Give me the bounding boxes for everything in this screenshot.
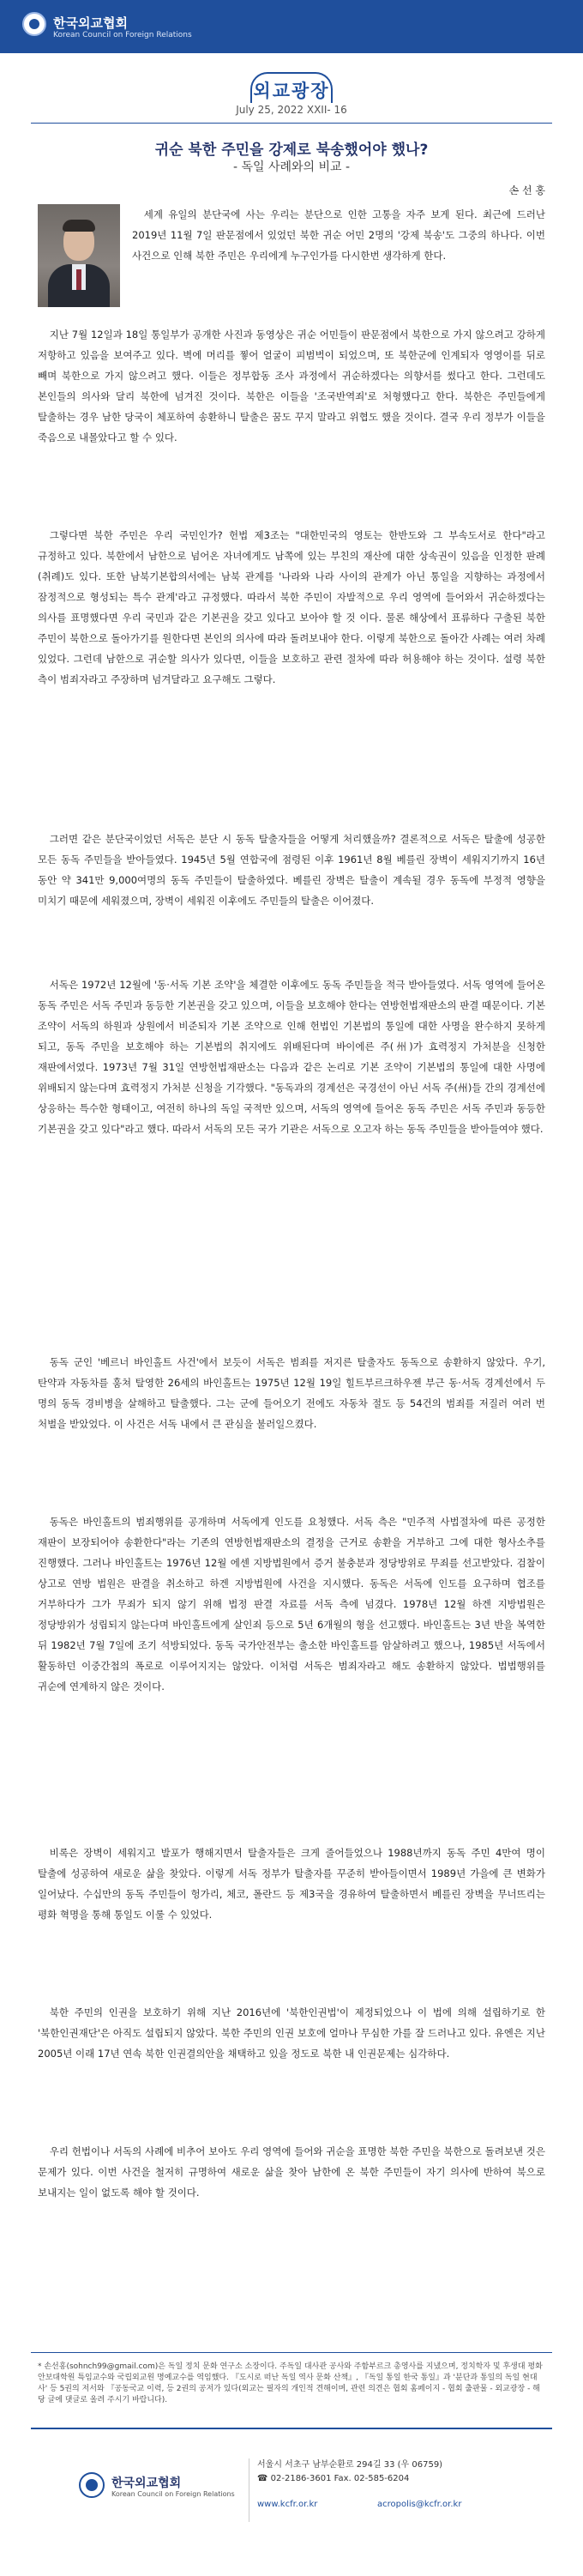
paragraph-9: 북한 주민의 인권을 보호하기 위해 지난 2016년에 '북한인권법'이 제정되었으나 이 법에 의해 설립하기로 한 '북한인권재단'은 아직도 설립되지 않았다. 북한 주민의 인권 보호에 얼마나 무심한 가를 잘 드러나고 있다. 유엔은 지난 2005년 이래 17년 연속 북한 인권결의안을 채택하고 있을 정도로 북한 내 인권문제는 심각하다. <box>38 2006 545 2060</box>
footer-email-link[interactable]: acropolis@kcfr.or.kr <box>377 2500 462 2509</box>
footer-divider <box>31 2428 552 2429</box>
footnote-divider <box>31 2352 552 2353</box>
header-divider <box>31 123 552 124</box>
paragraph-6: 동독 군인 '베르너 바인홀트 사건'에서 보듯이 서독은 범죄를 저지른 탈출자도 동독으로 송환하지 않았다. 우기, 탄약과 자동차를 훔쳐 탈영한 26세의 바인홀트는 1975년 12월 19일 힐트부르크하우젠 부근 동·서독 경계선에서 두 명의 동독 경비병을 살해하고 탈출했다. 그는 군에 들어오기 전에도 자동차 절도 등 54건의 범죄를 저질러 여러 번 처벌을 받았었다. 이 사건은 서독 내에서 큰 관심을 불러일으켰다. <box>38 1356 545 1430</box>
paragraph-1: 세계 유일의 분단국에 사는 우리는 분단으로 인한 고통을 자주 보게 된다. 최근에 드러난 2019년 11월 7일 판문점에서 있었던 북한 귀순 어민 2명의 '강제 북송'도 그중의 하나다. 이번 사건으로 인해 북한 주민은 우리에게 누구인가를 다시한번 생각하게 한다. <box>132 208 545 262</box>
footer-phone: ☎ 02-2186-3601 Fax. 02-585-6204 <box>257 2474 410 2483</box>
footer-org-english: Korean Council on Foreign Relations <box>111 2490 235 2498</box>
paragraph-2: 지난 7월 12일과 18일 통일부가 공개한 사진과 동영상은 귀순 어민들이 판문점에서 북한으로 가지 않으려고 강하게 저항하고 있음을 보여주고 있다. 벽에 머리를 찧어 얼굴이 피범벅이 되었으며, 또 북한군에 인계되자 영영이를 뒤로 빼며 북한으로 가지 않으려고 했다. 이들은 정부합동 조사 과정에서 귀순하겠다는 의향서를 썼다고 한다. 그런데도 본인들의 의사와 달리 북한에 넘겨진 것이다. 북한은 이들을 '조국반역죄'로 처형했다고 한다. 북한은 주민들에게 탈출하는 경우 남한 당국이 체포하여 송환하니 탈출은 꿈도 꾸지 말라고 위협도 했을 것이다. 결국 우리 정부가 이들을 죽음으로 내몰았다고 할 수 있다. <box>38 329 545 443</box>
paragraph-10: 우리 헌법이나 서독의 사례에 비추어 보아도 우리 영역에 들어와 귀순을 표명한 북한 주민을 북한으로 돌려보낸 것은 문제가 있다. 이번 사건을 철저히 규명하여 새로운 삶을 찾아 남한에 온 북한 주민들이 자기 의사에 반하여 북으로 보내지는 일이 없도록 해야 할 것이다. <box>38 2145 545 2199</box>
footer-seal-icon <box>79 2472 105 2498</box>
paragraph-3: 그렇다면 북한 주민은 우리 국민인가? 헌법 제3조는 "대한민국의 영토는 한반도와 그 부속도서로 한다"라고 규정하고 있다. 북한에서 남한으로 넘어온 자녀에게도 남쪽에 있는 부친의 재산에 대한 상속권이 있음을 인정한 판례(취례)도 있다. 또한 남북기본합의서에는 남북 관계를 '나라와 나라 사이의 관계가 아닌 통일을 지향하는 과정에서 잠정적으로 형성되는 특수 관계'라고 규정했다. 따라서 북한 주민이 자발적으로 우리 영역에 들어와서 귀순하겠다는 의사를 표명했다면 우리 국민과 같은 기본권을 갖고 있다고 보아야 할 것 이다. 물론 해상에서 표류하다 구출된 북한 주민이 북한으로 돌아가기를 원한다면 본인의 의사에 따라 돌려보내야 한다. 이렇게 북한으로 돌아간 사례는 여러 차례 있었다. 그런데 남한으로 귀순할 의사가 있다면, 이들을 보호하고 관련 절차에 따라 허용해야 하는 것이다. 설령 북한 측이 범죄자라고 주장하며 넘겨달라고 요구해도 그렇다. <box>38 529 545 685</box>
footer-org-name: 한국외교협회 <box>111 2476 182 2490</box>
footer-address: 서울시 서초구 남부순환로 294길 33 (우 06759) <box>257 2460 443 2470</box>
paragraph-4: 그러면 같은 분단국이었던 서독은 분단 시 동독 탈출자들을 어떻게 처리했을까? 결론적으로 서독은 탈출에 성공한 모든 동독 주민들을 받아들였다. 1945년 5월 연합국에 점령된 이후 1961년 8월 베를린 장벽이 세워지기까지 16년 동안 약 341만 9,000여명의 동독 주민들이 탈출하였다. 베를린 장벽은 탈출이 계속될 경우 동독에 부정적 영향을 미치기 때문에 세워졌으며, 장벽이 세워진 이후에도 주민들의 탈출은 이어졌다. <box>38 833 545 907</box>
footer-website-link[interactable]: www.kcfr.or.kr <box>257 2500 318 2509</box>
org-name: 한국외교협회 <box>53 15 128 31</box>
article-subtitle: - 독일 사례와의 비교 - <box>232 160 351 174</box>
paragraph-8: 비록은 장벽이 세워지고 발포가 행해지면서 탈출자들은 크게 줄어들었으나 1988년까지 동독 주민 4만여 명이 탈출에 성공하여 새로운 삶을 찾았다. 이렇게 서독 정부가 탈출자를 꾸준히 받아들이면서 1989년 가을에 큰 변화가 일어났다. 수십만의 동독 주민들이 헝가리, 체코, 폴란드 등 제3국을 경유하여 탈출하면서 베를린 장벽을 무너뜨리는 평화 혁명을 통해 통일도 이룰 수 있었다. <box>38 1847 545 1921</box>
org-name-english: Korean Council on Foreign Relations <box>53 31 192 39</box>
author-footnote: * 손선홍(sohnch99@gmail.com)은 독일 정치 문화 연구소 소장이다. 주독일 대사관 공사와 주함부르크 총영사를 지냈으며, 정치학자 및 후생대 평화안보대학원 특임교수와 국립외교원 명예교수를 역임했다. 『도시로 떠난 독일 역사 문화 산책』, 『독일 통일 한국 통일』과 '분단과 통일의 독일 현대사' 등 5권의 저서와 『공동국교 이력, 등 2권의 공저가 있다(외교는 필자의 개인적 견해이며, 관련 의견은 협회 홈페이지 - 협회 출판물 - 외교광장 - 해당 글에 댓글로 올려 주시기 바랍니다). <box>38 2362 543 2404</box>
author-name: 손 선 홍 <box>508 184 545 196</box>
header-bar <box>0 0 583 53</box>
author-photo <box>38 204 120 307</box>
issue-date: July 25, 2022 XXII- 16 <box>236 104 347 116</box>
footer-contact <box>257 2458 442 2486</box>
publication-title: 외교광장 <box>253 81 330 101</box>
paragraph-7: 동독은 바인홀트의 범죄행위를 공개하며 서독에게 인도를 요청했다. 서독 측은 "민주적 사법절차에 따른 공정한 재판이 보장되어야 송환한다"라는 기존의 연방헌법재판소의 결정을 근거로 송환을 거부하고 그에 대한 형사소추를 진행했다. 그러나 바인홀트는 1976년 12월 에센 지방법원에서 증거 불충분과 정당방위로 무죄를 선고받았다. 검찰이 상고로 연방 법원은 판결을 취소하고 하겐 지방법원에 사건을 지시했다. 동독은 서독에 인도를 요구하며 협조를 거부하다가 그가 무죄가 되지 않기 위해 법정 판결 자료를 서독 측에 넘겼다. 1978년 12월 하겐 지방법원은 정당방위가 성립되지 않는다며 바인홀트에게 살인죄 등으로 5년 6개월의 형을 선고했다. 바인홀트는 3년 반을 복역한 뒤 1982년 7월 7일에 조기 석방되었다. 동독 국가안전부는 출소한 바인홀트를 암살하려고 했으나, 1985년 서독에서 활동하던 이중간첩의 폭로로 이루어지지는 않았다. 이처럼 서독은 범죄자라고 해도 송환하지 않았다. 법법행위를 귀순에 연계하지 않은 것이다. <box>38 1516 545 1692</box>
article-title: 귀순 북한 주민을 강제로 북송했어야 했나? <box>154 142 429 159</box>
org-seal-icon <box>22 12 46 36</box>
paragraph-5: 서독은 1972년 12월에 '동·서독 기본 조약'을 체결한 이후에도 동독 주민들을 적극 받아들였다. 서독 영역에 들어온 동독 주민은 서독 주민과 동등한 기본권을 갖고 있으며, 이들을 보호해야 한다는 연방헌법재판소의 판결 때문이다. 기본 조약이 서독의 하원과 상원에서 비준되자 기본 조약으로 인해 헌법인 기본법의 통일에 대한 사명을 완수하지 못하게 되고, 동독 주민을 보호해야 하는 기본법의 취지에도 위배된다며 바이에른 주(州)가 효력정지 가처분을 신청한 재판에서였다. 1973년 7월 31일 연방헌법재판소는 다음과 같은 논리로 기본 조약이 기본법의 통일에 대한 사명에 위배되지 않는다며 효력정지 가처분 신청을 기각했다. "동독과의 경계선은 국경선이 아닌 서독 주(州)들 간의 경계선에 상응하는 특수한 형태이고, 여전히 하나의 독일 국적만 있으며, 서독의 영역에 들어온 동독 주민은 서독 주민과 동등한 기본권을 갖고 있다"라고 했다. 따라서 서독의 모든 국가 기관은 서독으로 오고자 하는 동독 주민들을 받아들여야 했다. <box>38 979 545 1135</box>
